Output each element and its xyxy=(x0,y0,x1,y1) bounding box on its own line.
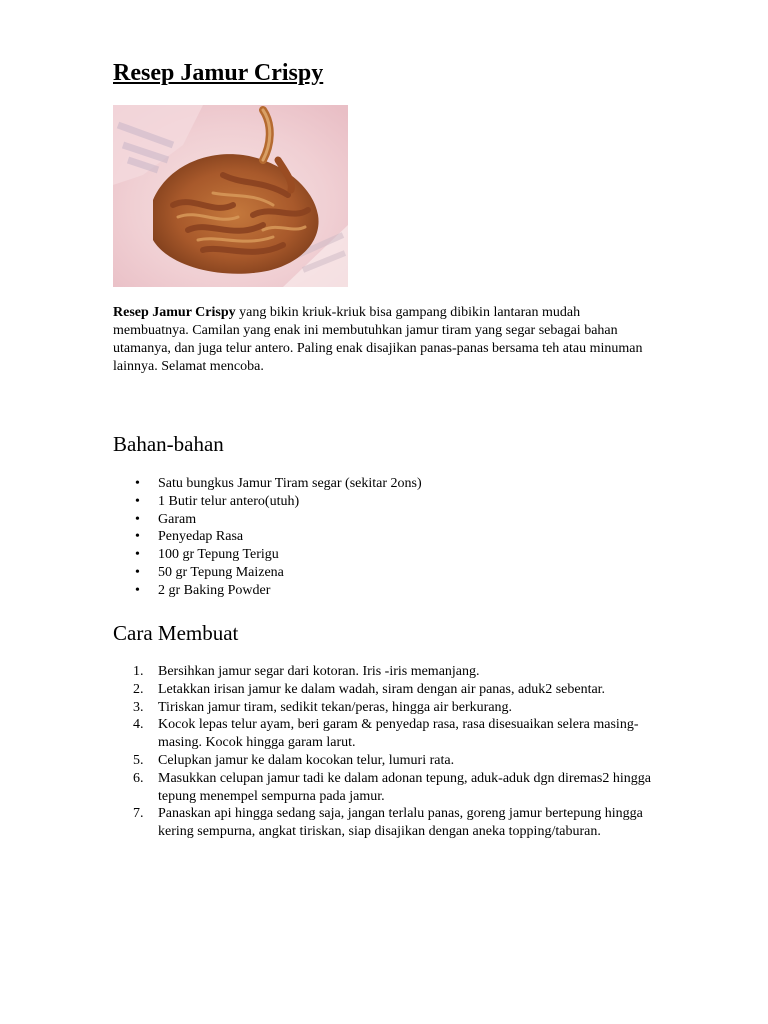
intro-bold-title: Resep Jamur Crispy xyxy=(113,305,236,320)
steps-list xyxy=(113,663,673,841)
step-item xyxy=(113,699,673,717)
fried-mushroom-photo-icon xyxy=(113,105,348,287)
step-item xyxy=(113,681,673,699)
list-item: • 50 gr Tepung Maizena xyxy=(113,564,422,582)
step-item xyxy=(113,663,673,681)
step-number: 7. xyxy=(133,806,144,822)
recipe-photo xyxy=(113,105,348,287)
ingredients-list xyxy=(113,475,422,600)
step-text: Panaskan api hingga sedang saja, jangan terlalu panas, goreng jamur bertepung hingga kering sempurna, angkat tiriskan, siap disajikan dengan aneka topping/taburan. xyxy=(158,806,643,840)
step-number: 2. xyxy=(133,681,144,697)
step-item xyxy=(113,716,673,752)
step-item xyxy=(113,805,673,841)
step-text: Tiriskan jamur tiram, sedikit tekan/peras, hingga air berkurang. xyxy=(158,699,513,715)
list-item: • 1 Butir telur antero(utuh) xyxy=(113,493,422,511)
step-text: Masukkan celupan jamur tadi ke dalam adonan tepung, aduk-aduk dgn diremas2 hingga tepung menempel sempurna pada jamur. xyxy=(158,770,651,804)
step-text: Letakkan irisan jamur ke dalam wadah, siram dengan air panas, aduk2 sebentar. xyxy=(158,681,606,697)
step-text: Bersihkan jamur segar dari kotoran. Iris -iris memanjang. xyxy=(158,664,480,679)
list-item: • 100 gr Tepung Terigu xyxy=(113,546,422,564)
step-item xyxy=(113,752,673,770)
list-item: • 2 gr Baking Powder xyxy=(113,582,422,600)
list-item: • Penyedap Rasa xyxy=(113,528,422,546)
step-item xyxy=(113,770,673,806)
intro-text: yang bikin kriuk-kriuk bisa gampang dibikin lantaran mudah membuatnya. Camilan yang enak ini membutuhkan jamur tiram yang segar sebagai bahan utamanya, dan juga telur antero. Paling enak disajikan panas-panas bersama teh atau minuman lainnya. Selamat mencoba. xyxy=(113,305,643,374)
intro-paragraph xyxy=(113,304,653,376)
step-text: Kocok lepas telur ayam, beri garam & penyedap rasa, rasa disesuaikan selera masing-masing. Kocok hingga garam larut. xyxy=(158,717,639,751)
step-number: 5. xyxy=(133,752,144,768)
step-number: 4. xyxy=(133,717,144,733)
list-item: • Garam xyxy=(113,511,422,529)
step-number: 6. xyxy=(133,770,144,786)
list-item: • Satu bungkus Jamur Tiram segar (sekitar 2ons) xyxy=(113,475,422,493)
page-title: Resep Jamur Crispy xyxy=(113,60,324,86)
step-text: Celupkan jamur ke dalam kocokan telur, lumuri rata. xyxy=(158,752,455,768)
steps-heading: Cara Membuat xyxy=(113,621,239,645)
step-number: 1. xyxy=(133,664,144,679)
ingredients-heading: Bahan-bahan xyxy=(113,432,224,456)
step-number: 3. xyxy=(133,699,144,715)
